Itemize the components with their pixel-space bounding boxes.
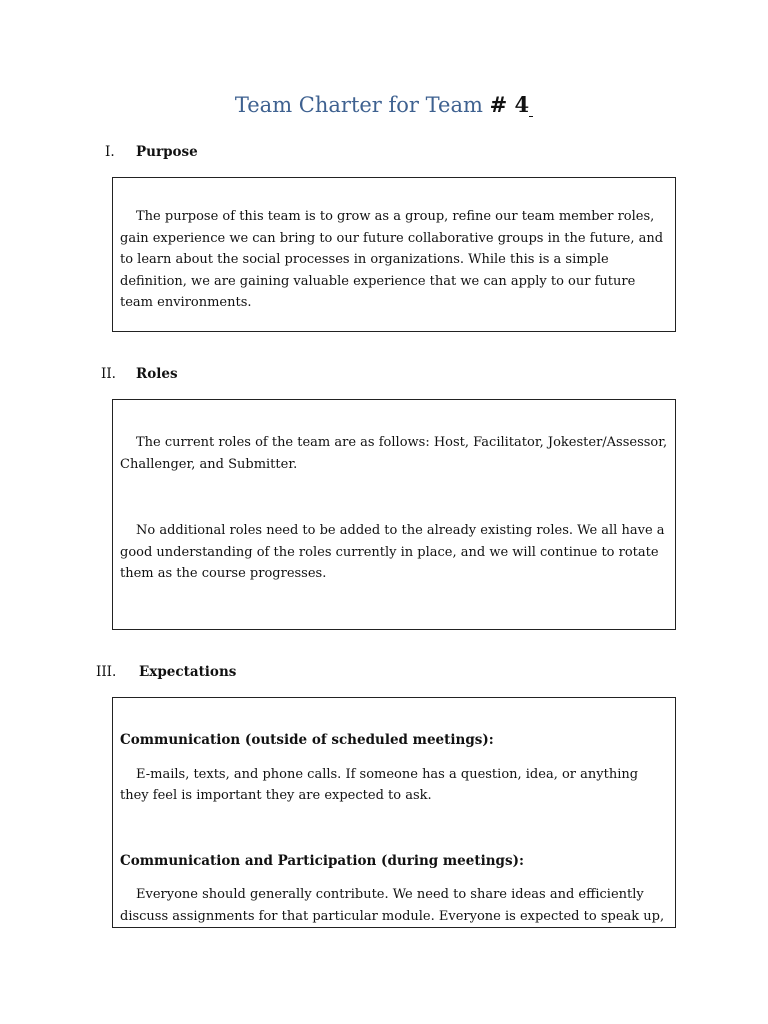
purpose-box (112, 177, 676, 332)
purpose-paragraph: The purpose of this team is to grow as a group, refine our team member roles, gain experience we can bring to our future collaborative groups in the future, and to learn about the social processes in organizations. While this is a simple definition, we are gaining valuable experience that we can apply to our future team environments. (120, 209, 664, 310)
subsection-heading: Communication (outside of scheduled meetings): (120, 732, 494, 748)
section-numeral: I. (105, 144, 115, 160)
section-numeral: III. (96, 664, 117, 680)
section-numeral: II. (101, 366, 116, 382)
team-number: # 4 (489, 92, 530, 117)
subsection-heading: Communication and Participation (during meetings): (120, 852, 524, 869)
title-underline (529, 98, 533, 117)
page-title (0, 92, 768, 117)
section-title: Expectations (139, 664, 237, 680)
section-title: Purpose (136, 144, 198, 160)
expectations-box (112, 697, 676, 928)
roles-paragraph: No additional roles need to be added to the already existing roles. We all have a good understanding of the roles currently in place, and we will continue to rotate them as the course progresses. (120, 523, 665, 581)
subsection-text: E-mails, texts, and phone calls. If someone has a question, idea, or anything they feel is important they are expected to ask. (120, 766, 639, 803)
title-text: Team Charter for Team (234, 93, 483, 117)
roles-paragraph: The current roles of the team are as follows: Host, Facilitator, Jokester/Assessor, Challenger, and Submitter. (120, 435, 668, 472)
subsection-text: Everyone should generally contribute. We need to share ideas and efficiently discuss assignments for that particular module. Everyone is expected to speak up, (120, 887, 665, 924)
section-title: Roles (136, 366, 178, 382)
roles-box (112, 399, 676, 630)
